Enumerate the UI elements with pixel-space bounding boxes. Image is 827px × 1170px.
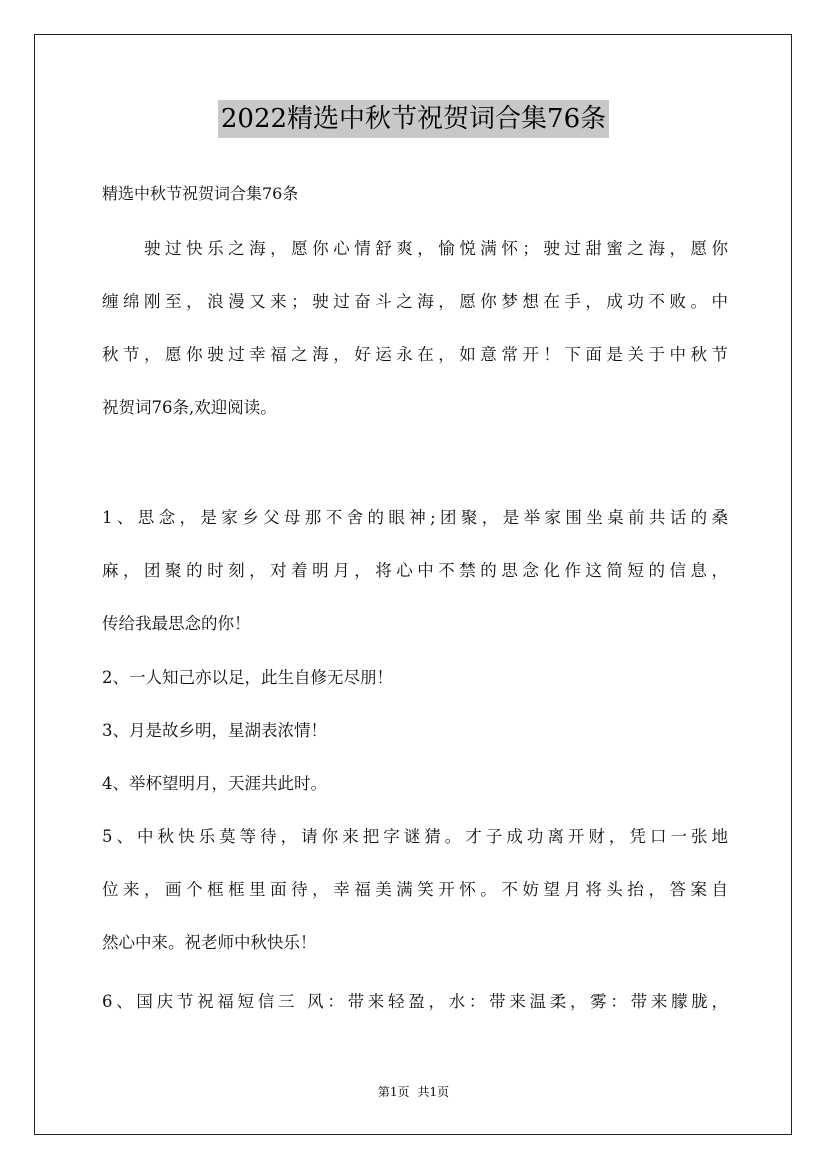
text-line: 传给我最思念的你！ — [102, 614, 251, 633]
list-item — [102, 975, 728, 1028]
page-number: 第1页 — [377, 1085, 410, 1099]
list-item — [102, 757, 728, 810]
list-item — [102, 704, 728, 757]
page-total: 共1页 — [417, 1085, 450, 1099]
title-container — [0, 100, 827, 138]
text-line: 2、一人知己亦以足，此生自修无尽朋！ — [102, 668, 393, 687]
document-subtitle: 精选中秋节祝贺词合集76条 — [102, 184, 299, 203]
text-line: 驶过快乐之海，愿你心情舒爽，愉悦满怀；驶过甜蜜之海，愿你 — [102, 239, 728, 258]
page-footer — [0, 1083, 827, 1101]
text-line: 6、国庆节祝福短信三 风：带来轻盈，水：带来温柔，雾：带来朦胧， — [102, 992, 728, 1011]
intro-paragraph — [102, 222, 728, 434]
text-line: 位来，画个框框里面待，幸福美满笑开怀。不妨望月将头抬，答案自 — [102, 880, 728, 899]
list-item — [102, 810, 728, 969]
text-line: 4、举杯望明月，天涯共此时。 — [102, 774, 327, 793]
text-line: 麻，团聚的时刻，对着明月，将心中不禁的思念化作这简短的信息， — [102, 561, 728, 580]
text-line: 3、月是故乡明，星湖表浓情！ — [102, 721, 327, 740]
list-item — [102, 491, 728, 650]
document-title: 2022精选中秋节祝贺词合集76条 — [218, 100, 609, 138]
text-line: 缠绵刚至，浪漫又来；驶过奋斗之海，愿你梦想在手，成功不败。中 — [102, 292, 728, 311]
list-item — [102, 651, 728, 704]
text-line: 秋节，愿你驶过幸福之海，好运永在，如意常开！下面是关于中秋节 — [102, 345, 728, 364]
text-line: 5、中秋快乐莫等待，请你来把字谜猜。才子成功离开财，凭口一张地 — [102, 827, 728, 846]
text-line: 祝贺词76条,欢迎阅读。 — [102, 398, 277, 417]
text-line: 1、思念，是家乡父母那不舍的眼神;团聚，是举家围坐桌前共话的桑 — [102, 508, 728, 527]
text-line: 然心中来。祝老师中秋快乐！ — [102, 933, 317, 952]
